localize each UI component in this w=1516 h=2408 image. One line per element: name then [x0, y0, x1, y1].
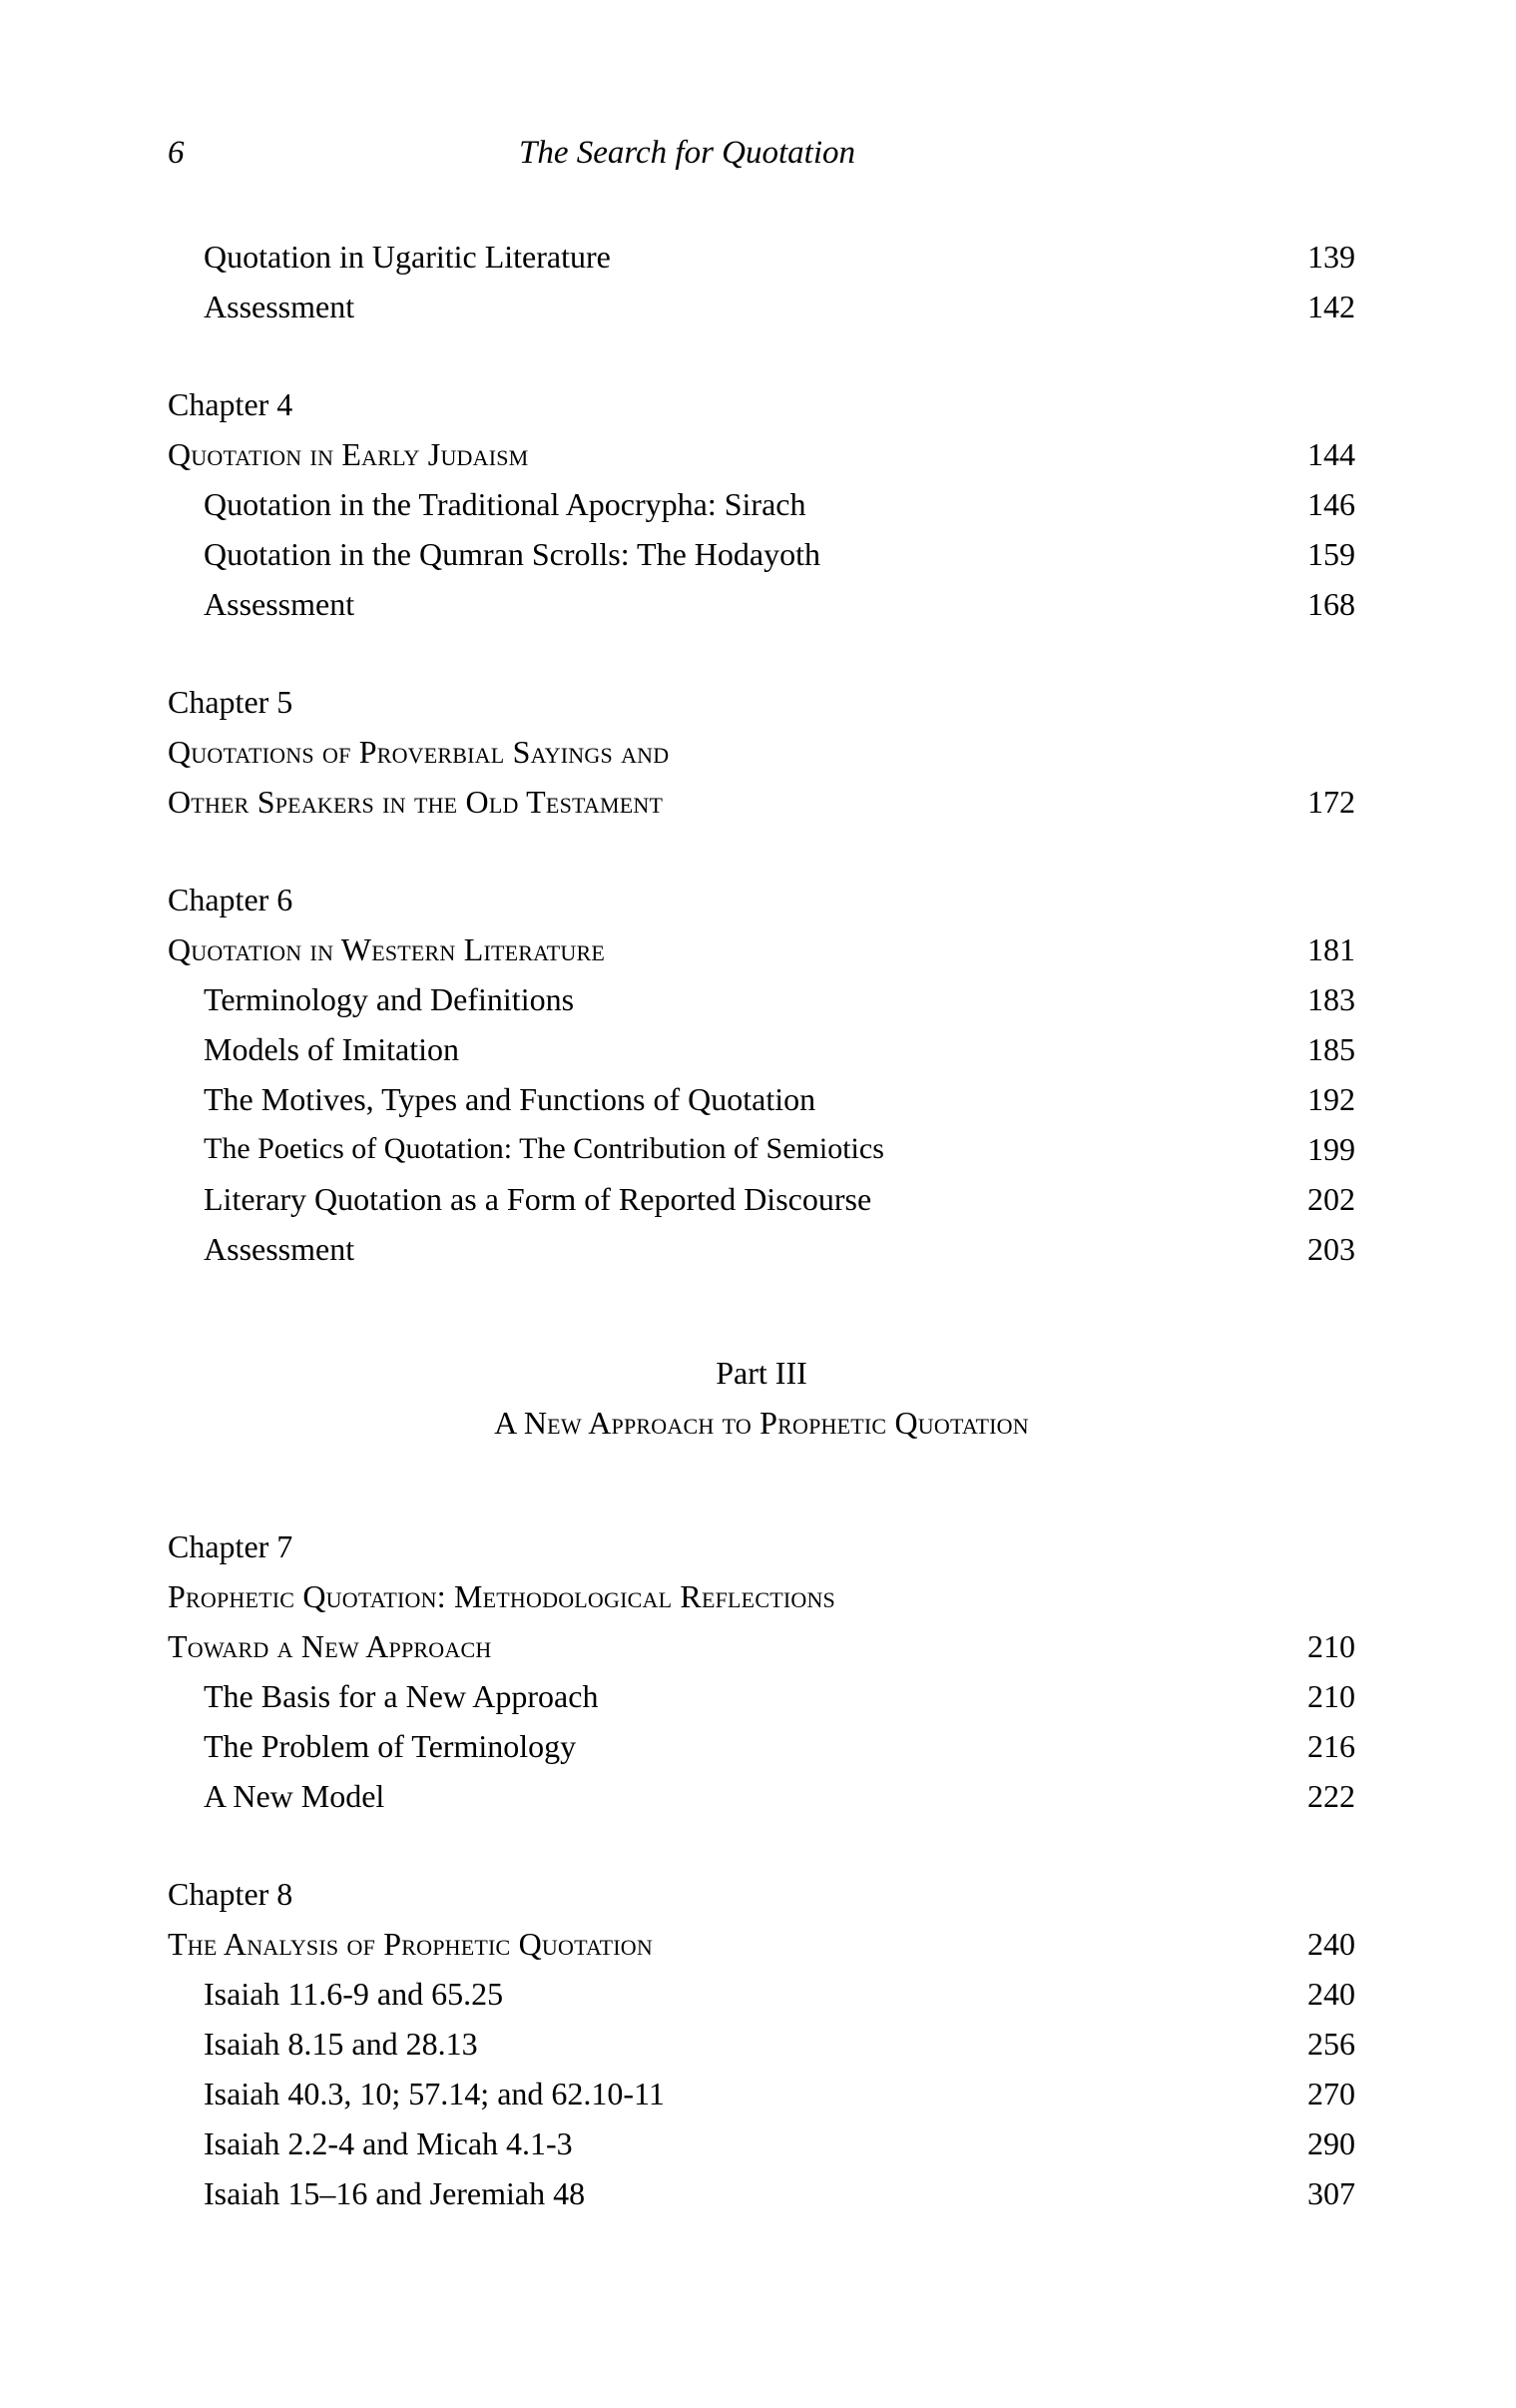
toc-entry[interactable]: [168, 2019, 1355, 2069]
toc-entry-page-number: 290: [1307, 2125, 1355, 2161]
running-title: The Search for Quotation: [519, 135, 856, 171]
toc-entry-page-number: 240: [1307, 1976, 1355, 2012]
toc-entry[interactable]: [168, 2168, 1355, 2218]
toc-entry-label: Quotations of Proverbial Sayings and: [168, 734, 670, 770]
toc-entry-label: Quotation in the Traditional Apocrypha: Sirach: [204, 486, 806, 522]
toc-entry-label: Quotation in Western Literature: [168, 931, 606, 967]
toc-entry-page-number: 202: [1307, 1181, 1355, 1217]
toc-entry-label: The Basis for a New Approach: [204, 1678, 599, 1714]
toc-entry[interactable]: [168, 1869, 1355, 1919]
toc-entry-label: A New Model: [204, 1778, 385, 1814]
block-spacer: [168, 1448, 1355, 1521]
toc-entry[interactable]: [168, 1771, 1355, 1821]
toc-entry[interactable]: [168, 1671, 1355, 1721]
toc-entry-page-number: 270: [1307, 2076, 1355, 2111]
toc-entry-label: Isaiah 11.6-9 and 65.25: [204, 1976, 504, 2012]
part-heading-line: Part III: [716, 1355, 807, 1391]
toc-entry-page-number: 144: [1307, 436, 1355, 472]
toc-entry-label: Isaiah 40.3, 10; 57.14; and 62.10-11: [204, 2076, 665, 2111]
toc-entry[interactable]: [168, 1621, 1355, 1671]
toc-entry[interactable]: [168, 579, 1355, 629]
part-heading-line: A New Approach to Prophetic Quotation: [494, 1405, 1029, 1441]
toc-entry-label: Assessment: [204, 289, 355, 324]
toc-entry[interactable]: [168, 1919, 1355, 1969]
toc-entry-page-number: 181: [1307, 931, 1355, 967]
toc-entry[interactable]: [168, 529, 1355, 579]
toc-entry[interactable]: [168, 1174, 1355, 1224]
toc-entry[interactable]: [168, 677, 1355, 727]
toc-entry-label: Chapter 4: [168, 386, 293, 422]
toc-entry-label: Chapter 8: [168, 1876, 293, 1912]
block-spacer: [168, 1821, 1355, 1869]
toc-entry-label: Isaiah 2.2-4 and Micah 4.1-3: [204, 2125, 573, 2161]
block-spacer: [168, 1274, 1355, 1348]
toc-entry-page-number: 172: [1307, 784, 1355, 820]
toc-entry-label: The Poetics of Quotation: The Contribution of Semiotics: [204, 1132, 884, 1165]
toc-entry-label: Terminology and Definitions: [204, 981, 575, 1017]
toc-entry[interactable]: [168, 2069, 1355, 2118]
toc-entry-page-number: 146: [1307, 486, 1355, 522]
toc-entry[interactable]: [168, 479, 1355, 529]
toc-entry-label: Chapter 5: [168, 684, 293, 720]
toc-entry-label: Chapter 7: [168, 1528, 293, 1564]
toc-entry-page-number: 240: [1307, 1926, 1355, 1962]
toc-entry-label: Other Speakers in the Old Testament: [168, 784, 664, 820]
toc-entry[interactable]: [168, 1969, 1355, 2019]
toc-entry-page-number: 203: [1307, 1231, 1355, 1267]
table-of-contents: [168, 232, 1355, 2218]
toc-entry-page-number: 185: [1307, 1031, 1355, 1067]
toc-entry[interactable]: [168, 379, 1355, 429]
toc-entry-label: Isaiah 8.15 and 28.13: [204, 2026, 478, 2062]
toc-entry-label: The Analysis of Prophetic Quotation: [168, 1926, 653, 1962]
toc-entry[interactable]: [168, 1024, 1355, 1074]
toc-entry-label: The Motives, Types and Functions of Quotation: [204, 1081, 816, 1117]
toc-entry-page-number: 192: [1307, 1081, 1355, 1117]
toc-entry[interactable]: [168, 1571, 1355, 1621]
toc-entry[interactable]: [168, 232, 1355, 282]
toc-entry-label: The Problem of Terminology: [204, 1728, 577, 1764]
block-spacer: [168, 629, 1355, 677]
toc-entry[interactable]: [168, 727, 1355, 777]
toc-entry-label: Assessment: [204, 586, 355, 622]
toc-entry-page-number: 159: [1307, 536, 1355, 572]
toc-entry-page-number: 168: [1307, 586, 1355, 622]
toc-entry[interactable]: [168, 777, 1355, 827]
toc-entry-page-number: 210: [1307, 1628, 1355, 1664]
toc-entry-page-number: 307: [1307, 2175, 1355, 2211]
block-spacer: [168, 827, 1355, 875]
toc-entry[interactable]: [168, 429, 1355, 479]
toc-entry[interactable]: [168, 1074, 1355, 1124]
toc-entry-label: Quotation in the Qumran Scrolls: The Hodayoth: [204, 536, 820, 572]
toc-entry-page-number: 222: [1307, 1778, 1355, 1814]
toc-entry-page-number: 142: [1307, 289, 1355, 324]
part-heading: [168, 1348, 1355, 1448]
toc-entry[interactable]: [168, 974, 1355, 1024]
block-spacer: [168, 331, 1355, 379]
toc-entry-page-number: 216: [1307, 1728, 1355, 1764]
toc-entry-page-number: 210: [1307, 1678, 1355, 1714]
toc-entry-label: Isaiah 15–16 and Jeremiah 48: [204, 2175, 586, 2211]
toc-entry[interactable]: [168, 1521, 1355, 1571]
toc-entry-label: Quotation in Early Judaism: [168, 436, 529, 472]
toc-entry-page-number: 199: [1307, 1131, 1355, 1167]
toc-entry-label: Toward a New Approach: [168, 1628, 492, 1664]
toc-entry-label: Prophetic Quotation: Methodological Reflections: [168, 1578, 835, 1614]
toc-entry[interactable]: [168, 1224, 1355, 1274]
toc-entry[interactable]: [168, 282, 1355, 331]
toc-entry-page-number: 183: [1307, 981, 1355, 1017]
toc-entry-label: Chapter 6: [168, 882, 293, 917]
folio-number: 6: [168, 135, 185, 171]
toc-entry[interactable]: [168, 924, 1355, 974]
toc-entry[interactable]: [168, 1721, 1355, 1771]
toc-entry-label: Assessment: [204, 1231, 355, 1267]
toc-entry-label: Literary Quotation as a Form of Reported Discourse: [204, 1181, 872, 1217]
page-header: [0, 135, 1516, 185]
toc-entry-page-number: 256: [1307, 2026, 1355, 2062]
toc-entry[interactable]: [168, 1124, 1355, 1174]
toc-entry-label: Models of Imitation: [204, 1031, 459, 1067]
toc-entry-page-number: 139: [1307, 239, 1355, 275]
toc-entry[interactable]: [168, 2118, 1355, 2168]
toc-entry-label: Quotation in Ugaritic Literature: [204, 239, 611, 275]
toc-entry[interactable]: [168, 875, 1355, 924]
